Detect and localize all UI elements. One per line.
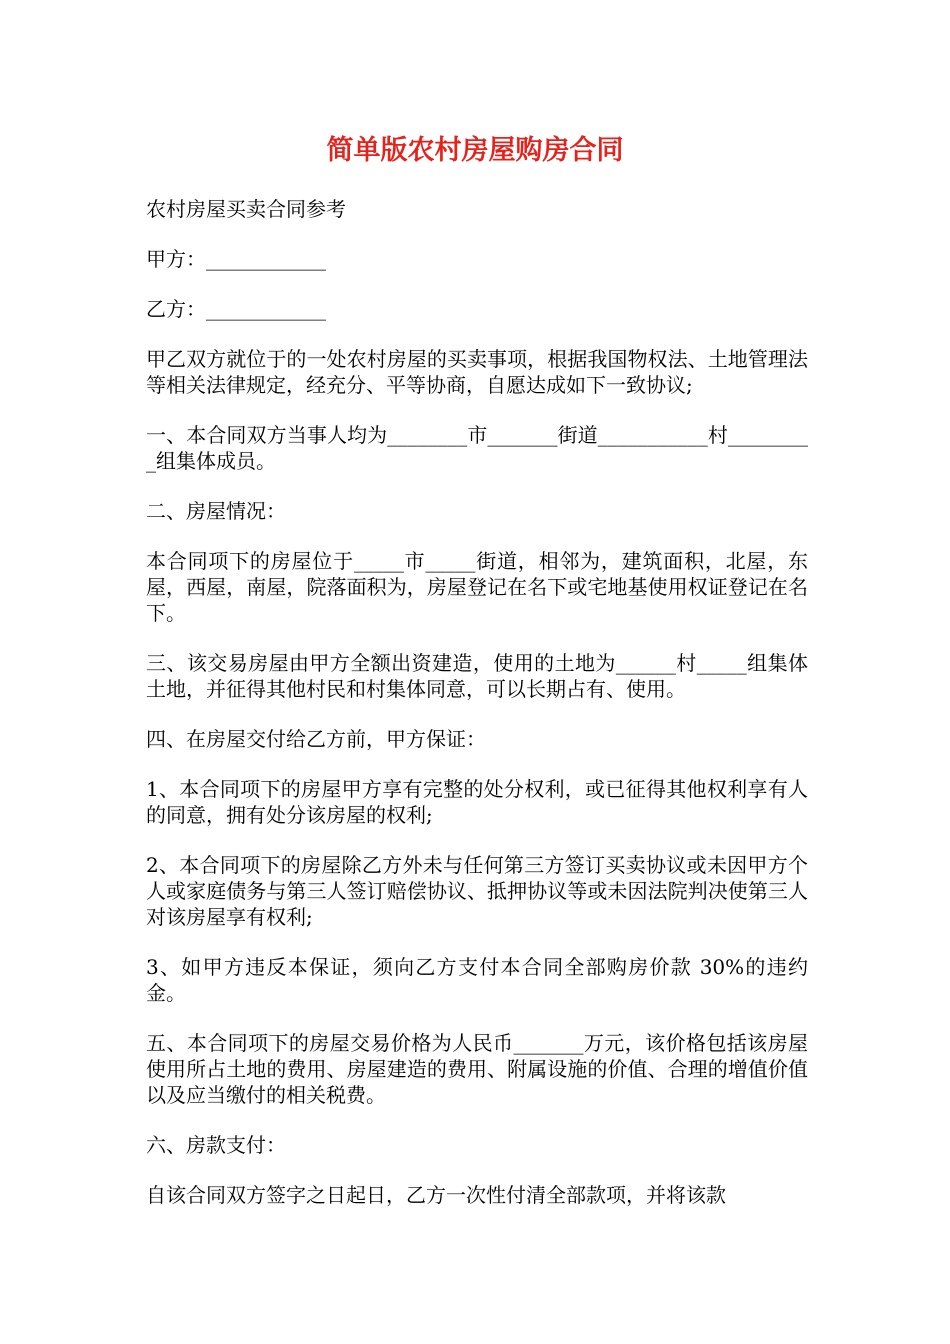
paragraph-clause-4-heading: 四、在房屋交付给乙方前，甲方保证： bbox=[146, 727, 486, 751]
paragraph-clause-2-heading: 二、房屋情况： bbox=[146, 499, 286, 523]
paragraph-guarantee-1: 1、本合同项下的房屋甲方享有完整的处分权利，或已征得其他权利享有人的同意，拥有处分该房屋的权利; bbox=[146, 777, 808, 827]
document-body bbox=[146, 196, 808, 1232]
paragraph-guarantee-2: 2、本合同项下的房屋除乙方外未与任何第三方签订买卖协议或未因甲方个人或家庭债务与第三人签订赔偿协议、抵押协议等或未因法院判决使第三人对该房屋享有权利; bbox=[146, 853, 808, 929]
paragraph-payment: 自该合同双方签字之日起日，乙方一次性付清全部款项，并将该款 bbox=[146, 1183, 726, 1207]
paragraph-party-b: 乙方：____________ bbox=[146, 297, 326, 321]
paragraph-preamble: 甲乙双方就位于的一处农村房屋的买卖事项，根据我国物权法、土地管理法等相关法律规定，经充分、平等协商，自愿达成如下一致协议; bbox=[146, 347, 808, 397]
document-title: 简单版农村房屋购房合同 bbox=[326, 135, 624, 166]
paragraph-clause-1: 一、本合同双方当事人均为________市_______街道___________村_________组集体成员。 bbox=[146, 423, 808, 473]
paragraph-guarantee-3: 3、如甲方违反本保证，须向乙方支付本合同全部购房价款 30%的违约金。 bbox=[146, 955, 808, 1005]
paragraph-clause-6-heading: 六、房款支付： bbox=[146, 1133, 286, 1157]
paragraph-clause-5: 五、本合同项下的房屋交易价格为人民币_______万元，该价格包括该房屋使用所占土地的费用、房屋建造的费用、附属设施的价值、合理的增值价值以及应当缴付的相关税费。 bbox=[146, 1031, 808, 1107]
paragraph-house-details: 本合同项下的房屋位于_____市_____街道，相邻为，建筑面积，北屋，东屋，西屋，南屋，院落面积为，房屋登记在名下或宅地基使用权证登记在名下。 bbox=[146, 549, 808, 625]
paragraph-party-a: 甲方：____________ bbox=[146, 247, 326, 271]
paragraph-clause-3: 三、该交易房屋由甲方全额出资建造，使用的土地为______村_____组集体土地，并征得其他村民和村集体同意，可以长期占有、使用。 bbox=[146, 651, 808, 701]
paragraph-subtitle: 农村房屋买卖合同参考 bbox=[146, 197, 346, 221]
